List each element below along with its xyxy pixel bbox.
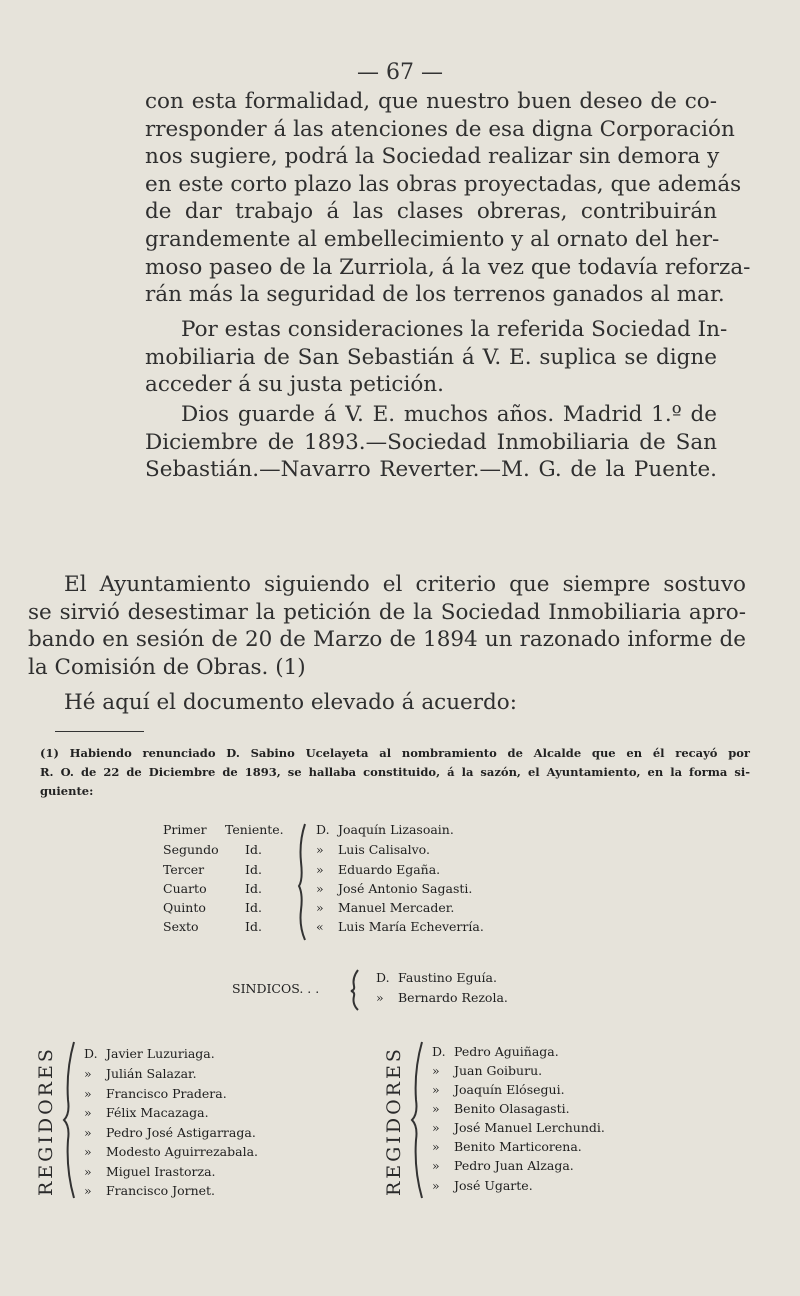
letter-paragraph-3 (145, 401, 717, 484)
text-line: nos sugiere, podrá la Sociedad realizar sin demora y (145, 144, 720, 170)
name: Bernardo Rezola. (398, 990, 508, 1005)
name: Luis Calisalvo. (338, 842, 430, 857)
regidor-row (432, 1082, 565, 1097)
prefix: » (432, 1139, 440, 1154)
name: Pedro José Astigarraga. (106, 1125, 256, 1140)
text-line: acceder á su justa petición. (145, 372, 444, 398)
prefix: » (84, 1086, 92, 1101)
regidores-label: REGIDORES (383, 1046, 405, 1196)
teniente-name-row (316, 842, 430, 857)
prefix: » (84, 1183, 92, 1198)
name: Pedro Juan Alzaga. (454, 1158, 574, 1173)
teniente-row (163, 842, 262, 857)
prefix: » (432, 1178, 440, 1193)
prefix: » (84, 1164, 92, 1179)
prefix: » (432, 1101, 440, 1116)
text-line: mobiliaria de San Sebastián á V. E. suplica se digne (145, 344, 717, 370)
regidores-label: REGIDORES (35, 1046, 57, 1196)
teniente-name-row (316, 900, 454, 915)
title: Id. (245, 919, 262, 934)
sindicos-label: SINDICOS. . . (232, 981, 320, 996)
prefix: » (84, 1066, 92, 1081)
name: Félix Macazaga. (106, 1105, 209, 1120)
name: Luis María Echeverría. (338, 919, 484, 934)
tenientes-brace (293, 822, 313, 942)
name: José Ugarte. (454, 1178, 533, 1193)
text-line: rán más la seguridad de los terrenos ganados al mar. (145, 282, 725, 308)
name: José Manuel Lerchundi. (454, 1120, 605, 1135)
teniente-row (163, 919, 262, 934)
rank: Quinto (163, 900, 206, 915)
footnote-line: guiente: (40, 784, 94, 798)
text-line: Hé aquí el documento elevado á acuerdo: (64, 690, 517, 715)
text-line: se sirvió desestimar la petición de la Sociedad Inmobiliaria apro- (28, 599, 746, 625)
name: Julián Salazar. (106, 1066, 197, 1081)
prefix: D. (432, 1044, 446, 1059)
name: Eduardo Egaña. (338, 862, 441, 877)
text-line: Por estas consideraciones la referida Sociedad In- (181, 317, 728, 342)
prefix: » (376, 990, 384, 1005)
regidor-row (432, 1044, 559, 1059)
letter-paragraph-2 (145, 316, 728, 399)
sindico-row (376, 990, 508, 1005)
regidores-left-brace (60, 1040, 80, 1200)
teniente-name-row (316, 919, 484, 934)
footnote-line: R. O. de 22 de Diciembre de 1893, se hallaba constituido, á la sazón, el Ayuntamiento, en la forma si- (40, 765, 750, 779)
regidor-row (432, 1158, 574, 1173)
name: Faustino Eguía. (398, 970, 497, 985)
text-line: Sebastián.—Navarro Reverter.—M. G. de la Puente. (145, 457, 717, 483)
footnote (40, 744, 750, 801)
text-line: grandemente al embellecimiento y al ornato del her- (145, 226, 720, 252)
prefix: » (84, 1105, 92, 1120)
sindicos-brace (348, 968, 362, 1012)
name: Francisco Jornet. (106, 1183, 216, 1198)
prefix: D. (316, 822, 330, 837)
text-line: bando en sesión de 20 de Marzo de 1894 un razonado informe de (28, 627, 746, 653)
prefix: » (432, 1120, 440, 1135)
regidor-row (84, 1066, 197, 1081)
teniente-name-row (316, 822, 454, 837)
teniente-row (163, 900, 262, 915)
letter-paragraph-1 (145, 88, 751, 309)
name: Benito Marticorena. (454, 1139, 582, 1154)
name: Modesto Aguirrezabala. (106, 1144, 259, 1159)
prefix: » (432, 1082, 440, 1097)
name: Javier Luzuriaga. (106, 1046, 215, 1061)
text-line: la Comisión de Obras. (1) (28, 654, 306, 680)
regidor-row (84, 1046, 215, 1061)
regidor-row (84, 1144, 258, 1159)
teniente-name-row (316, 862, 440, 877)
prefix: « (316, 919, 324, 934)
teniente-row (163, 822, 284, 837)
name: Miguel Irastorza. (106, 1164, 216, 1179)
prefix: » (316, 900, 324, 915)
teniente-row (163, 881, 262, 896)
regidor-row (84, 1086, 227, 1101)
text-line: El Ayuntamiento siguiendo el criterio que siempre sostuvo (64, 572, 746, 597)
rank: Cuarto (163, 881, 207, 896)
page-number: — 67 — (357, 60, 443, 85)
title: Id. (245, 900, 262, 915)
text-line: moso paseo de la Zurriola, á la vez que todavía reforza- (145, 254, 751, 280)
regidor-row (432, 1120, 605, 1135)
prefix: » (84, 1144, 92, 1159)
footnote-separator (55, 731, 144, 732)
regidor-row (84, 1183, 215, 1198)
text-line: Diciembre de 1893.—Sociedad Inmobiliaria de San (145, 429, 717, 455)
prefix: » (316, 862, 324, 877)
teniente-row (163, 862, 262, 877)
prefix: » (316, 881, 324, 896)
name: Joaquín Lizasoain. (338, 822, 454, 837)
title: Teniente. (225, 822, 284, 837)
prefix: D. (376, 970, 390, 985)
regidor-row (432, 1101, 570, 1116)
prefix: » (432, 1063, 440, 1078)
text-line: Dios guarde á V. E. muchos años. Madrid 1.º de (181, 402, 717, 427)
rank: Tercer (163, 862, 205, 877)
name: Joaquín Elósegui. (454, 1082, 565, 1097)
title: Id. (245, 881, 262, 896)
regidor-row (84, 1125, 256, 1140)
main-paragraph-1 (28, 571, 746, 681)
regidor-row (432, 1139, 582, 1154)
regidor-row (432, 1063, 542, 1078)
teniente-name-row (316, 881, 472, 896)
name: Francisco Pradera. (106, 1086, 227, 1101)
regidores-right-brace (408, 1040, 428, 1200)
prefix: » (316, 842, 324, 857)
rank: Primer (163, 822, 207, 837)
rank: Sexto (163, 919, 199, 934)
prefix: D. (84, 1046, 98, 1061)
prefix: » (84, 1125, 92, 1140)
rank: Segundo (163, 842, 219, 857)
text-line: en este corto plazo las obras proyectadas, que además (145, 171, 742, 197)
title: Id. (245, 862, 262, 877)
name: Manuel Mercader. (338, 900, 455, 915)
name: Pedro Aguiñaga. (454, 1044, 559, 1059)
title: Id. (245, 842, 262, 857)
regidor-row (84, 1105, 209, 1120)
text-line: de dar trabajo á las clases obreras, contribuirán (145, 199, 717, 225)
sindico-row (376, 970, 497, 985)
name: Juan Goiburu. (454, 1063, 543, 1078)
regidor-row (432, 1178, 533, 1193)
prefix: » (432, 1158, 440, 1173)
main-paragraph-2 (64, 689, 746, 717)
text-line: con esta formalidad, que nuestro buen deseo de co- (145, 89, 717, 114)
name: José Antonio Sagasti. (338, 881, 473, 896)
name: Benito Olasagasti. (454, 1101, 570, 1116)
footnote-line: (1) Habiendo renunciado D. Sabino Ucelayeta al nombramiento de Alcalde que en él recayó por (40, 746, 750, 760)
regidor-row (84, 1164, 216, 1179)
text-line: rresponder á las atenciones de esa digna Corporación (145, 116, 735, 142)
